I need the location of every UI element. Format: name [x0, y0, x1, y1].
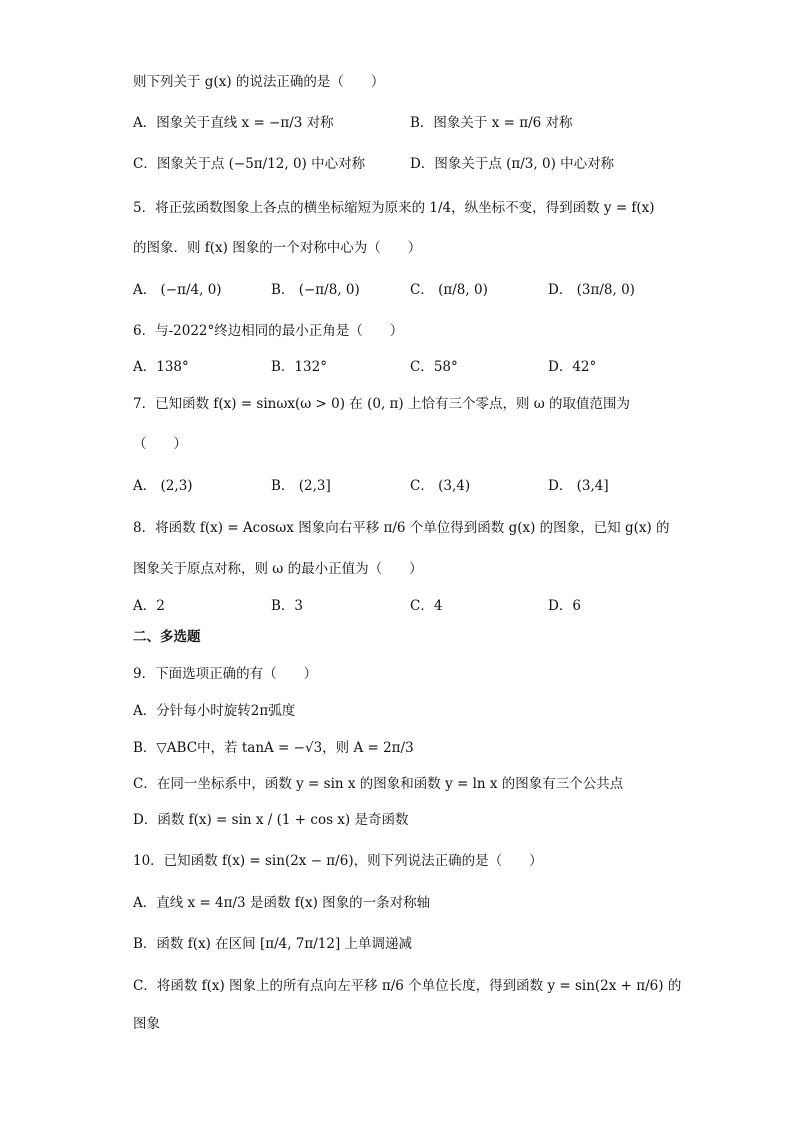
- question-7-cont: （ ）: [133, 436, 187, 452]
- option-a: A．图象关于直线 x = −π/3 对称: [133, 115, 334, 131]
- q8-option-d: D．6: [548, 598, 581, 614]
- q6-option-b: B．132°: [271, 359, 327, 375]
- question-line: 则下列关于 g(x) 的说法正确的是（ ）: [133, 74, 385, 90]
- question-7: 7．已知函数 f(x) = sinωx(ω > 0) 在 (0, π) 上恰有三个零点，则 ω 的取值范围为: [133, 396, 631, 412]
- q9-option-d: D．函数 f(x) = sin x / (1 + cos x) 是奇函数: [133, 812, 409, 828]
- question-8-cont: 图象关于原点对称，则 ω 的最小正值为（ ）: [133, 561, 423, 577]
- q7-option-b: B． (2,3]: [271, 478, 331, 494]
- question-5-cont: 的图象．则 f(x) 图象的一个对称中心为（ ）: [133, 240, 422, 256]
- q10-option-a: A．直线 x = 4π/3 是函数 f(x) 图象的一条对称轴: [133, 895, 431, 911]
- question-6: 6．与-2022°终边相同的最小正角是（ ）: [133, 323, 404, 339]
- question-5: 5．将正弦函数图象上各点的横坐标缩短为原来的 1/4，纵坐标不变，得到函数 y = f(x): [133, 200, 655, 216]
- q5-option-d: D． (3π/8, 0): [548, 282, 635, 298]
- q6-option-d: D．42°: [548, 359, 597, 375]
- question-10: 10．已知函数 f(x) = sin(2x − π/6)，则下列说法正确的是（ ）: [133, 853, 543, 869]
- q5-option-c: C． (π/8, 0): [410, 282, 488, 298]
- q7-option-a: A． (2,3): [133, 478, 193, 494]
- q10-option-c: C．将函数 f(x) 图象上的所有点向左平移 π/6 个单位长度，得到函数 y = sin(2x + π/6) 的: [133, 978, 682, 994]
- q10-option-b: B．函数 f(x) 在区间 [π/4, 7π/12] 上单调递减: [133, 936, 413, 952]
- q7-option-c: C． (3,4): [410, 478, 471, 494]
- q8-option-a: A．2: [133, 598, 165, 614]
- option-c: C．图象关于点 (−5π/12, 0) 中心对称: [133, 156, 366, 172]
- q5-option-b: B． (−π/8, 0): [271, 282, 360, 298]
- option-b: B．图象关于 x = π/6 对称: [410, 115, 573, 131]
- q7-option-d: D． (3,4]: [548, 478, 609, 494]
- q6-option-a: A．138°: [133, 359, 189, 375]
- q9-option-c: C．在同一坐标系中，函数 y = sin x 的图象和函数 y = ln x 的图象有三个公共点: [133, 776, 624, 792]
- q9-option-b: B．▽ABC中，若 tanA = −√3，则 A = 2π/3: [133, 740, 414, 756]
- q8-option-b: B．3: [271, 598, 304, 614]
- question-8: 8．将函数 f(x) = Acosωx 图象向右平移 π/6 个单位得到函数 g(x) 的图象，已知 g(x) 的: [133, 520, 670, 536]
- q5-option-a: A． (−π/4, 0): [133, 282, 222, 298]
- q10-option-c-cont: 图象: [133, 1016, 160, 1032]
- q9-option-a: A．分针每小时旋转2π弧度: [133, 703, 296, 719]
- q6-option-c: C．58°: [410, 359, 458, 375]
- section-heading: 二、多选题: [133, 629, 201, 645]
- q8-option-c: C．4: [410, 598, 443, 614]
- question-9: 9．下面选项正确的有（ ）: [133, 666, 318, 682]
- option-d: D．图象关于点 (π/3, 0) 中心对称: [410, 156, 615, 172]
